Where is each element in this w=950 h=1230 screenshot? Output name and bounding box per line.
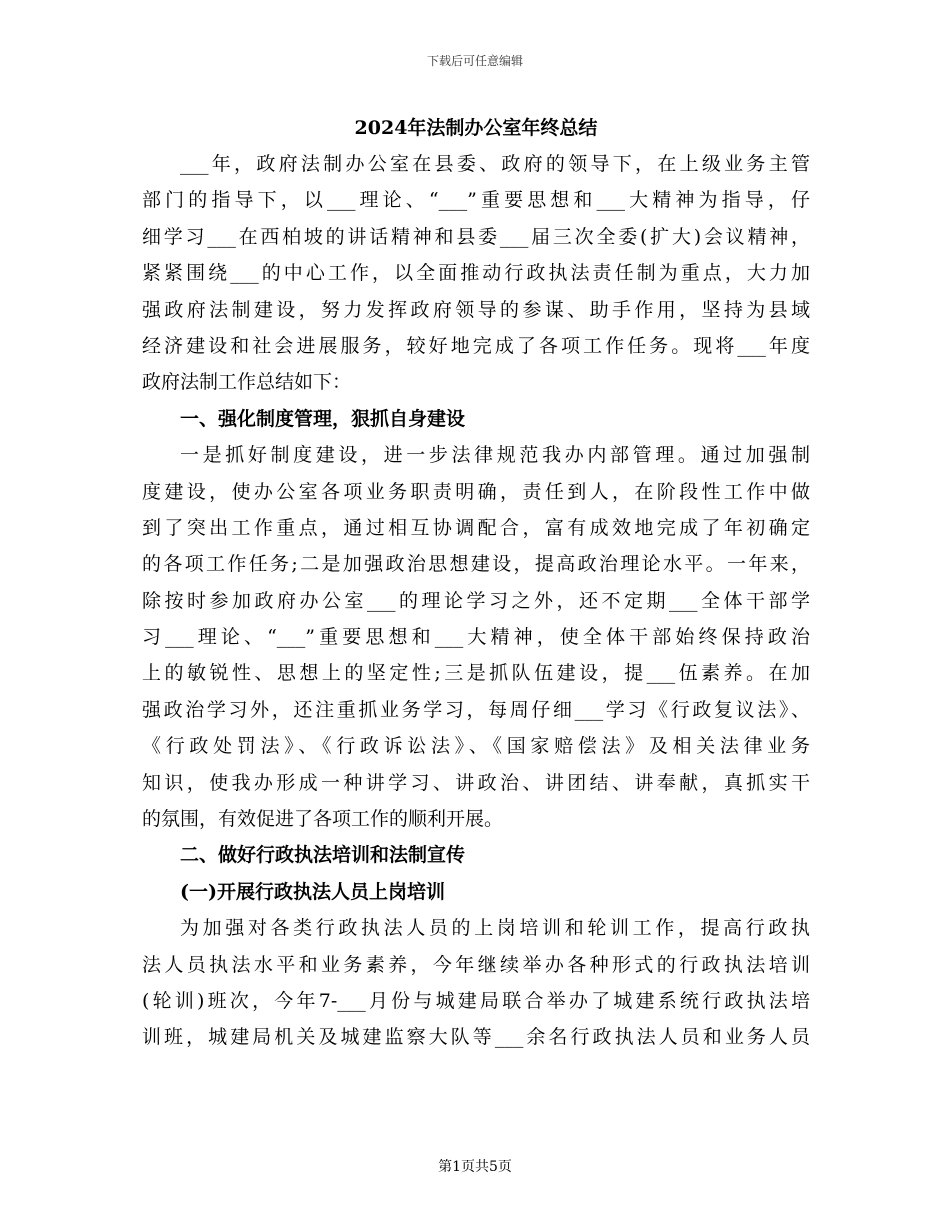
text-line: ___年，政府法制办公室在县委、政府的领导下，在上级业务主管 [180,153,810,175]
text-line: 除按时参加政府办公室___的理论学习之外，还不定期___全体干部学 [142,589,810,612]
text-line: 知识，使我办形成一种讲学习、讲政治、讲团结、讲奉献，真抓实干 [142,771,810,794]
text-line: 强政治学习外，还注重抓业务学习，每周仔细___学习《行政复议法》、 [142,698,810,721]
text-line: 紧紧围绕___的中心工作，以全面推动行政执法责任制为重点，大力加 [142,262,810,285]
text-line: 习___理论、“___”重要思想和___大精神，使全体干部始终保持政治 [142,626,810,649]
text-line: 的各项工作任务;二是加强政治思想建设，提高政治理论水平。一年来， [142,553,810,576]
text-line: 部门的指导下，以___理论、“___”重要思想和___大精神为指导，仔 [142,189,810,212]
document-body [142,110,810,1056]
text-line: 的氛围，有效促进了各项工作的顺利开展。 [142,808,504,831]
page-footer: 第1页共5页 [438,1159,512,1175]
text-line: 政府法制工作总结如下： [142,371,352,394]
text-line: 训班，城建局机关及城建监察大队等___余名行政执法人员和业务人员 [142,1026,810,1049]
text-line: (轮训)班次，今年7-___月份与城建局联合举办了城建系统行政执法培 [142,989,810,1012]
section-heading: (一)开展行政执法人员上岗培训 [180,880,445,903]
text-line: 法人员执法水平和业务素养，今年继续举办各种形式的行政执法培训 [142,953,810,976]
section-heading: 一、强化制度管理，狠抓自身建设 [180,407,466,430]
page-header: 下载后可任意编辑 [426,54,523,68]
text-line: 细学习___在西柏坡的讲话精神和县委___届三次全委(扩大)会议精神， [142,225,810,248]
document-text [142,146,810,1056]
text-line: 为加强对各类行政执法人员的上岗培训和轮训工作，提高行政执 [180,917,810,940]
section-heading: 二、做好行政执法培训和法制宣传 [180,844,466,867]
text-line: 度建设，使办公室各项业务职责明确，责任到人，在阶段性工作中做 [142,480,810,503]
document-title: 2024年法制办公室年终总结 [354,117,598,139]
text-line: 强政府法制建设，努力发挥政府领导的参谋、助手作用，坚持为县域 [142,298,810,321]
text-line: 到了突出工作重点，通过相互协调配合，富有成效地完成了年初确定 [142,516,810,539]
text-line: 《行政处罚法》、《行政诉讼法》、《国家赔偿法》及相关法律业务 [142,735,810,758]
text-line: 上的敏锐性、思想上的坚定性;三是抓队伍建设，提___伍素养。在加 [142,662,810,685]
text-line: 经济建设和社会进展服务，较好地完成了各项工作任务。现将___年度 [142,334,810,357]
text-line: 一是抓好制度建设，进一步法律规范我办内部管理。通过加强制 [180,444,810,467]
